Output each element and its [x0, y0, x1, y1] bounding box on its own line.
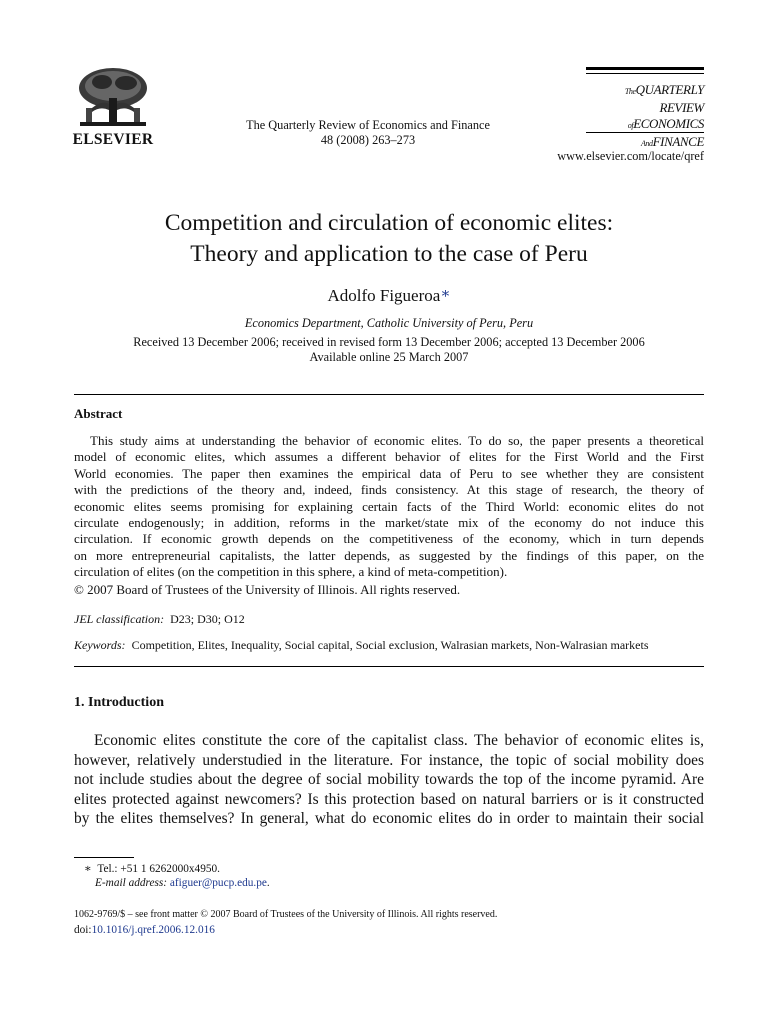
- doi-link[interactable]: 10.1016/j.qref.2006.12.016: [91, 924, 215, 936]
- issn-front-matter: 1062-9769/$ – see front matter © 2007 Board of Trustees of the University of Illinois. All rights reserved.: [74, 909, 498, 920]
- article-title-line-1: Competition and circulation of economic elites:: [164, 210, 614, 236]
- masthead-line: FINANCE: [652, 134, 704, 149]
- section-heading-introduction: 1. Introduction: [74, 695, 164, 710]
- doi-label: doi:: [74, 924, 92, 936]
- abstract-line: with the predictions of the theory and, indeed, finds consistency. At this stage of research, the theory of: [74, 482, 704, 498]
- body-line: Economic elites constitute the core of the capitalist class. The behavior of economic elites is,: [94, 732, 704, 749]
- footnote-mark: ∗: [84, 863, 92, 875]
- journal-masthead: [586, 82, 704, 152]
- email-period: .: [266, 877, 270, 889]
- body-line: by the elites themselves? In general, what do economic elites do in order to maintain their social: [74, 810, 704, 828]
- abstract-line: economic elites seems promising for explaining certain facts of the Third World: economic elites do not: [74, 498, 704, 514]
- footnote-rule: [74, 857, 134, 858]
- abstract-line: circulation of elites (on the competition in this sphere, a kind of meta-competition).: [74, 564, 508, 580]
- masthead-rule-bottom: [586, 132, 704, 133]
- masthead-rule-thick: [586, 67, 704, 70]
- publisher-name: ELSEVIER: [72, 131, 154, 148]
- received-dates: Received 13 December 2006; received in revised form 13 December 2006; accepted 13 December 2006: [133, 335, 645, 349]
- jel-label: JEL classification:: [74, 612, 165, 626]
- abstract-top-rule: [74, 394, 704, 395]
- body-line: however, relatively understudied in the literature. For instance, the topic of social mobility does: [74, 751, 704, 769]
- article-title-line-2: Theory and application to the case of Peru: [190, 241, 588, 267]
- email-label: E-mail address:: [95, 877, 168, 889]
- abstract-line: model of economic elites, which assumes a different behavior of elites for the First World and the First: [74, 449, 704, 465]
- keywords-list: Competition, Elites, Inequality, Social capital, Social exclusion, Walrasian markets, Non-Walrasian markets: [131, 638, 649, 652]
- abstract-line: circulation. If economic growth depends on the competitiveness of the economy, which in turn depends: [74, 531, 704, 547]
- available-online-date: Available online 25 March 2007: [309, 350, 469, 364]
- email-link[interactable]: afiguer@pucp.edu.pe: [169, 877, 267, 889]
- jel-classification: [74, 612, 704, 627]
- masthead-line: ECONOMICS: [633, 116, 704, 131]
- journal-name: The Quarterly Review of Economics and Finance: [246, 118, 490, 132]
- elsevier-tree-logo-icon: [72, 64, 154, 132]
- introduction-body: [74, 731, 704, 829]
- abstract-line: This study aims at understanding the behavior of economic elites. To do so, the paper presents a theoretical: [90, 433, 704, 448]
- body-line: not include studies about the degree of social mobility towards the top of the income pyramid. Are: [74, 771, 704, 789]
- keywords-label: Keywords:: [74, 638, 126, 652]
- abstract-body: [74, 433, 704, 581]
- footnote-telephone: [84, 862, 220, 875]
- masthead-prefix: of: [627, 121, 634, 130]
- masthead-prefix: The: [624, 87, 636, 96]
- journal-website-link[interactable]: www.elsevier.com/locate/qref: [557, 149, 704, 163]
- masthead-prefix: And: [640, 139, 653, 148]
- abstract-heading: Abstract: [74, 406, 123, 421]
- author-line: [74, 284, 704, 306]
- abstract-line: circulate endogenously; in addition, reforms in the market/state mix of the economy do not induce this: [74, 515, 704, 531]
- author-footnote-link[interactable]: ∗: [440, 286, 451, 302]
- author-name: Adolfo Figueroa: [327, 286, 441, 305]
- keywords: [74, 638, 714, 653]
- masthead-rule-thin: [586, 73, 704, 74]
- abstract-copyright: © 2007 Board of Trustees of the University of Illinois. All rights reserved.: [74, 582, 461, 597]
- jel-codes: D23; D30; O12: [170, 612, 245, 626]
- masthead-line: QUARTERLY REVIEW: [635, 82, 704, 115]
- abstract-bottom-rule: [74, 666, 704, 667]
- abstract-line: World economies. The paper then examines the empirical data of Peru to see whether they are consistent: [74, 465, 704, 481]
- abstract-line: on more entrepreneurial capitalists, the latter depends, as suggested by the findings of this paper, on the: [74, 547, 704, 563]
- journal-volume: 48 (2008) 263–273: [320, 133, 416, 147]
- body-line: elites protected against newcomers? Is this protection based on natural barriers or is it constructed: [74, 790, 704, 808]
- author-affiliation: Economics Department, Catholic University of Peru, Peru: [244, 316, 534, 330]
- doi-line: [74, 924, 215, 936]
- footnote-tel: Tel.: +51 1 6262000x4950.: [97, 863, 220, 875]
- footnote-email: [95, 877, 270, 889]
